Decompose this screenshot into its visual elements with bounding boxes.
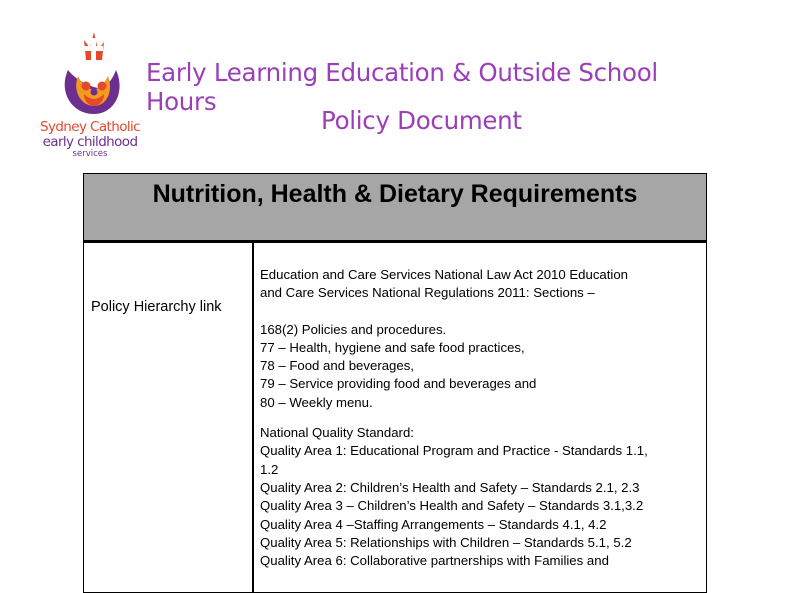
logo-cross-horizontal bbox=[84, 46, 103, 51]
intro-line: and Care Services National Regulations 2011: Sections – bbox=[260, 285, 595, 301]
logo-text-line2: early childhood bbox=[42, 133, 138, 150]
quality-area-item: Quality Area 2: Children’s Health and Safety – Standards 2.1, 2.3 bbox=[260, 479, 640, 495]
regulation-item: 80 – Weekly menu. bbox=[260, 394, 373, 410]
header-title: Early Learning Education & Outside School Hours bbox=[146, 58, 658, 116]
logo-figure-head-child bbox=[91, 89, 98, 96]
logo-text-line1: Sydney Catholic bbox=[39, 119, 140, 135]
logo-figure-head-right bbox=[98, 82, 107, 91]
regulation-item: 168(2) Policies and procedures. bbox=[260, 321, 447, 337]
intro-line: Education and Care Services National Law Act 2010 Education bbox=[260, 267, 629, 282]
row-content bbox=[260, 266, 700, 570]
logo-emblem-icon bbox=[28, 30, 152, 125]
quality-area-item: Quality Area 3 – Children’s Health and Safety – Standards 3.1,3.2 bbox=[260, 498, 644, 514]
row-label: Policy Hierarchy link bbox=[91, 299, 222, 315]
regulation-item: 77 – Health, hygiene and safe food practices, bbox=[260, 339, 525, 355]
standard-heading: National Quality Standard: bbox=[260, 425, 414, 441]
column-divider bbox=[252, 243, 254, 592]
quality-area-item: Quality Area 6: Collaborative partnerships with Families and bbox=[260, 553, 609, 569]
logo-figure-head-left bbox=[82, 82, 91, 91]
logo-text-line3: services bbox=[72, 149, 108, 159]
policy-title-bar bbox=[84, 174, 706, 243]
quality-area-item: Quality Area 4 –Staffing Arrangements – Standards 4.1, 4.2 bbox=[260, 516, 607, 532]
policy-table bbox=[83, 173, 707, 593]
quality-area-item: Quality Area 1: Educational Program and Practice - Standards 1.1, bbox=[260, 443, 648, 459]
policy-title: Nutrition, Health & Dietary Requirements bbox=[152, 180, 638, 208]
logo-text bbox=[30, 121, 150, 159]
quality-area-item: Quality Area 5: Relationships with Children – Standards 5.1, 5.2 bbox=[260, 534, 632, 550]
regulation-item: 79 – Service providing food and beverages and bbox=[260, 376, 537, 392]
logo-cross-vertical bbox=[91, 38, 96, 68]
header-subtitle: Policy Document bbox=[321, 106, 522, 135]
quality-area-item: 1.2 bbox=[260, 461, 279, 477]
regulation-item: 78 – Food and beverages, bbox=[260, 358, 414, 374]
